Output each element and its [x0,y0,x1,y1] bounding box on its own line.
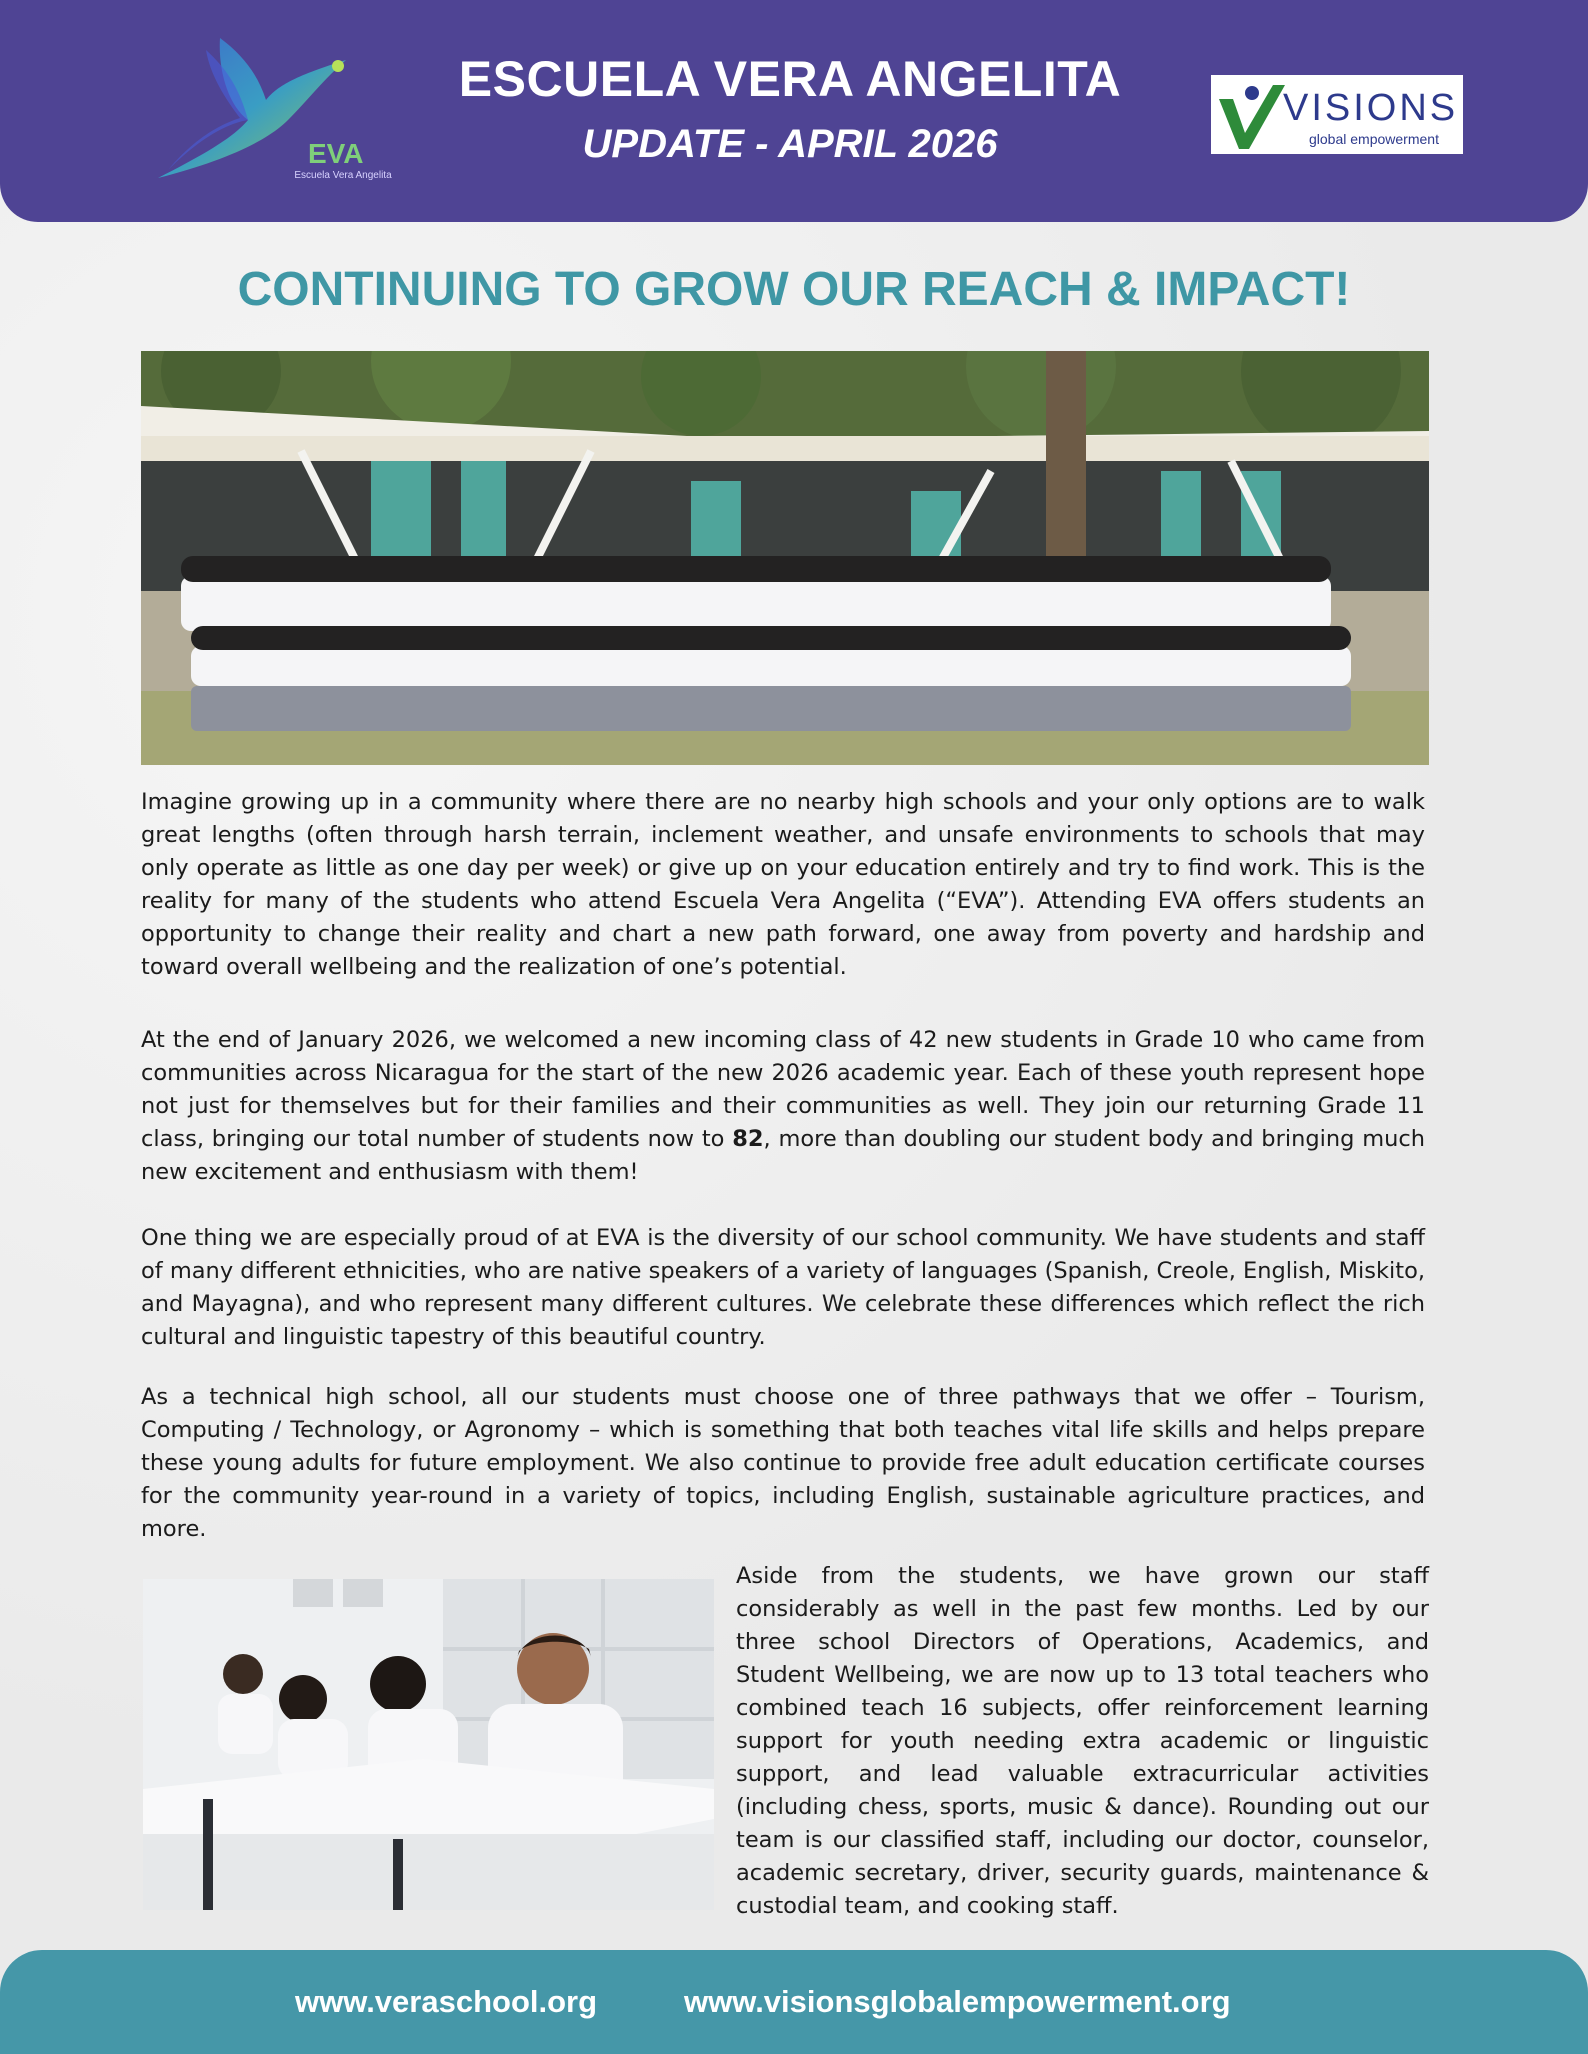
visions-tagline: global empowerment [1309,131,1439,147]
eva-initials: EVA [308,138,364,169]
student-count: 82 [732,1126,764,1152]
update-date: UPDATE - APRIL 2026 [582,122,998,166]
eva-logo-name: Escuela Vera Angelita [294,170,392,181]
classroom-photo [143,1579,714,1910]
visions-link[interactable]: www.visionsglobalempowerment.org [684,1984,1231,2019]
eva-logo [148,30,392,190]
intro-paragraph: Imagine growing up in a community where there are no nearby high schools and your only options are to walk great lengths (often through harsh terrain, inclement weather, and unsafe environments to schools that may only operate as little as one day per week) or give up on your education entirely and try to find work. This is the reality for many of the students who attend Escuela Vera Angelita (“EVA”). Attending EVA offers students an opportunity to change their reality and chart a new path forward, one away from poverty and hardship and toward overall wellbeing and the realization of one’s potential. [141,789,1425,980]
school-title: ESCUELA VERA ANGELITA [458,51,1122,107]
checkmark-icon [1211,75,1291,154]
student-group-photo [141,351,1429,765]
page-header [0,0,1588,222]
enrollment-paragraph [141,1024,1425,1189]
article-headline: CONTINUING TO GROW OUR REACH & IMPACT! [237,263,1351,316]
enrollment-text-a: At the end of January 2026, we welcomed a new incoming class of 42 new students in Grade 10 who came from communities across Nicaragua for the start of the new 2026 academic year. Each of these youth represent hope not just for themselves but for their families and their communities as well. They join our returning Grade 11 class, bringing our total number of students now to [141,1027,1425,1152]
visions-wordmark: VISIONS [1283,87,1459,129]
page-footer [0,1950,1588,2054]
enrollment-text-b: , more than doubling our student body and bringing much new excitement and enthusiasm with them! [141,1126,1425,1185]
visions-logo [1211,75,1463,154]
veraschool-link[interactable]: www.veraschool.org [295,1984,598,2019]
diversity-paragraph: One thing we are especially proud of at EVA is the diversity of our school community. We have students and staff of many different ethnicities, who are native speakers of a variety of languages (Spanish, Creole, English, Miskito, and Mayagna), and who represent many different cultures. We celebrate these differences which reflect the rich cultural and linguistic tapestry of this beautiful country. [141,1225,1425,1350]
pathways-paragraph: As a technical high school, all our students must choose one of three pathways that we offer – Tourism, Computing / Technology, or Agronomy – which is something that both teaches vital life skills and helps prepare these young adults for future employment. We also continue to provide free adult education certificate courses for the community year-round in a variety of topics, including English, sustainable agriculture practices, and more. [141,1384,1425,1542]
staff-paragraph: Aside from the students, we have grown our staff considerably as well in the past few months. Led by our three school Directors of Operations, Academics, and Student Wellbeing, we are now up to 13 total teachers who combined teach 16 subjects, offer reinforcement learning support for youth needing extra academic or linguistic support, and lead valuable extracurricular activities (including chess, sports, music & dance). Rounding out our team is our classified staff, including our doctor, counselor, academic secretary, driver, security guards, maintenance & custodial team, and cooking staff. [736,1563,1429,1919]
